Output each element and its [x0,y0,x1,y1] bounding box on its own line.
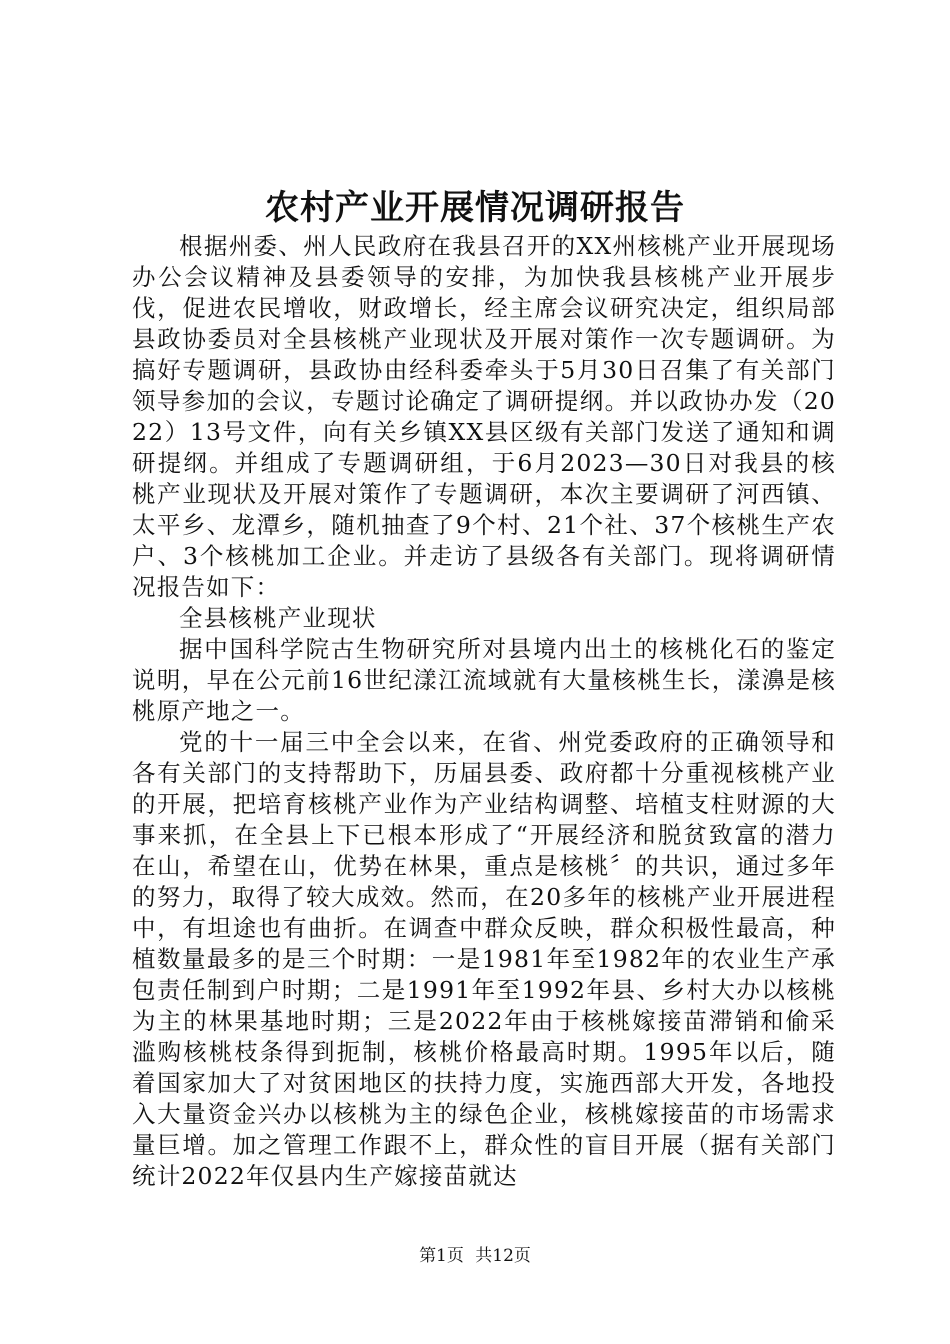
paragraph-history: 据中国科学院古生物研究所对县境内出土的核桃化石的鉴定说明，早在公元前16世纪漾江流域就有大量核桃生长，漾濞是核桃原产地之一。 [132,635,836,725]
document-body [132,231,836,1192]
page-total: 共12页 [475,1246,531,1266]
paragraph-intro: 根据州委、州人民政府在我县召开的XX州核桃产业开展现场办公会议精神及县委领导的安排，为加快我县核桃产业开展步伐，促进农民增收，财政增长，经主席会议研究决定，组织局部县政协委员对全县核桃产业现状及开展对策作一次专题调研。为搞好专题调研，县政协由经科委牵头于5月30日召集了有关部门领导参加的会议，专题讨论确定了调研提纲。并以政协办发（2022）13号文件，向有关乡镇XX县区级有关部门发送了通知和调研提纲。并组成了专题调研组，于6月2023—30日对我县的核桃产业现状及开展对策作了专题调研，本次主要调研了河西镇、太平乡、龙潭乡，随机抽查了9个村、21个社、37个核桃生产农户、3个核桃加工企业。并走访了县级各有关部门。现将调研情况报告如下： [132,232,836,601]
page-footer [0,1244,950,1268]
page-number: 第1页 [419,1246,464,1266]
paragraph-development: 党的十一届三中全会以来，在省、州党委政府的正确领导和各有关部门的支持帮助下，历届县委、政府都十分重视核桃产业的开展，把培育核桃产业作为产业结构调整、培植支柱财源的大事来抓，在全县上下已根本形成了“开展经济和脱贫致富的潜力在山，希望在山，优势在林果，重点是核桃〞的共识，通过多年的努力，取得了较大成效。然而，在20多年的核桃产业开展进程中，有坦途也有曲折。在调查中群众反映，群众积极性最高，种植数量最多的是三个时期：一是1981年至1982年的农业生产承包责任制到户时期；二是1991年至1992年县、乡村大办以核桃为主的林果基地时期；三是2022年由于核桃嫁接苗滞销和偷采滥购核桃枝条得到扼制，核桃价格最高时期。1995年以后，随着国家加大了对贫困地区的扶持力度，实施西部大开发，各地投入大量资金兴办以核桃为主的绿色企业，核桃嫁接苗的市场需求量巨增。加之管理工作跟不上，群众性的盲目开展（据有关部门统计2022年仅县内生产嫁接苗就达 [132,728,836,1190]
section-heading: 全县核桃产业现状 [179,604,377,632]
document-title: 农村产业开展情况调研报告 [265,188,685,228]
